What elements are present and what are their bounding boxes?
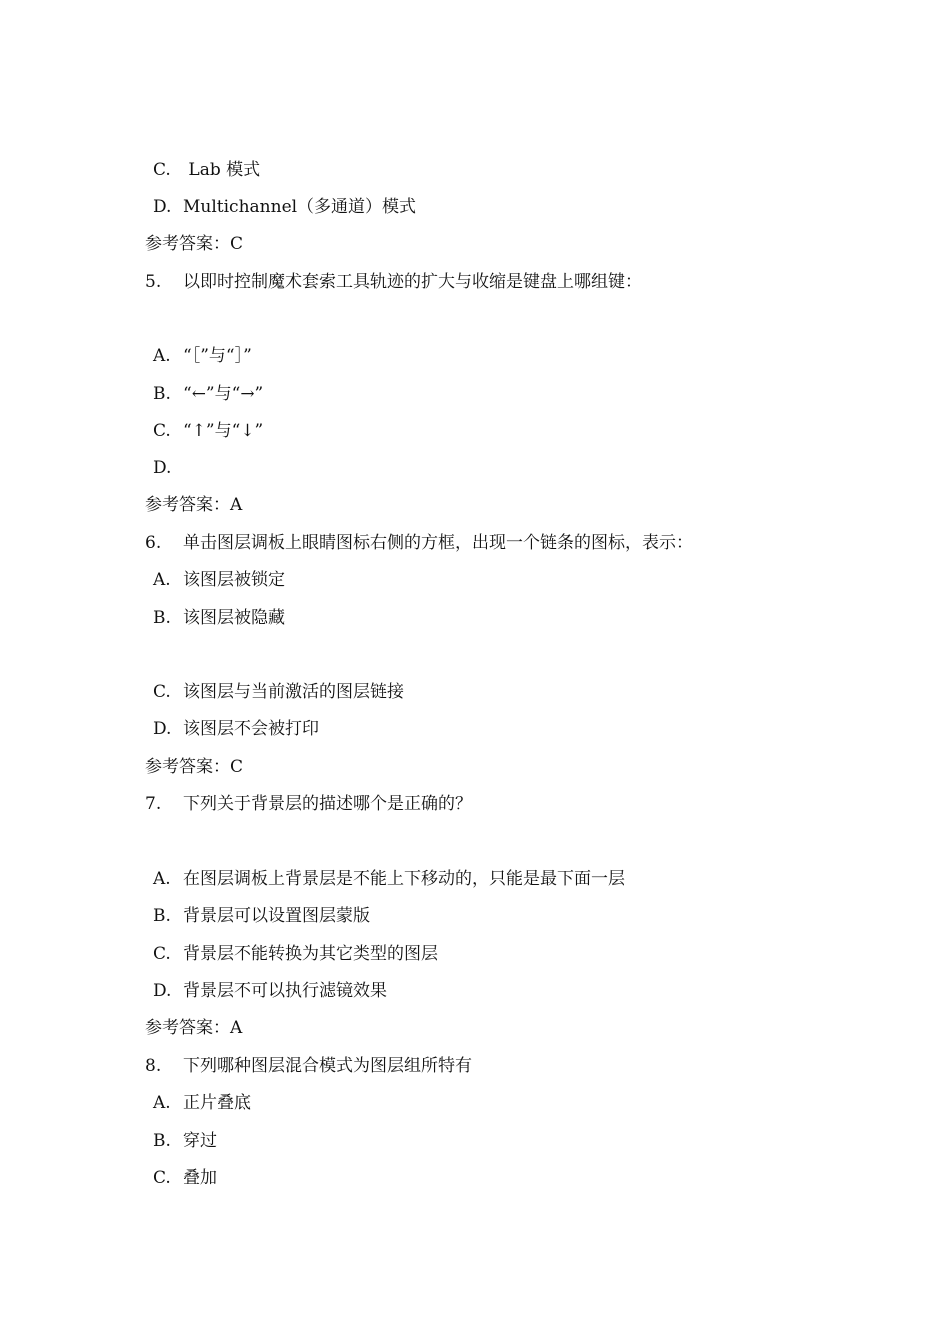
question-number: 7. — [145, 794, 162, 814]
answer-line — [145, 1016, 242, 1040]
option-label: C. — [153, 421, 171, 441]
question-number: 6. — [145, 533, 162, 553]
option-text: 正片叠底 — [183, 1093, 251, 1113]
option-text: 该图层被锁定 — [183, 570, 285, 590]
option-line — [153, 456, 183, 480]
option-label: B. — [153, 1131, 171, 1151]
option-line — [153, 344, 252, 368]
option-text: 背景层不可以执行滤镜效果 — [183, 981, 387, 1001]
answer-line — [145, 232, 243, 256]
option-line — [153, 195, 416, 219]
option-line — [153, 1166, 217, 1190]
question-number: 8. — [145, 1056, 162, 1076]
option-line — [153, 1091, 251, 1115]
option-line — [153, 942, 438, 966]
answer-text: 参考答案：A — [145, 1018, 243, 1038]
option-line — [153, 382, 263, 406]
question-line — [145, 270, 642, 294]
question-line — [145, 1054, 472, 1078]
option-line — [153, 867, 625, 891]
option-text: 该图层与当前激活的图层链接 — [183, 682, 404, 702]
option-label: B. — [153, 906, 171, 926]
option-text: 背景层可以设置图层蒙版 — [183, 906, 370, 926]
option-text: 在图层调板上背景层是不能上下移动的，只能是最下面一层 — [183, 869, 625, 889]
option-text: “↑”与“↓” — [183, 421, 264, 441]
option-label: D. — [153, 719, 172, 739]
question-number: 5. — [145, 272, 162, 292]
option-text: Lab 模式 — [183, 160, 261, 180]
option-label: D. — [153, 197, 172, 217]
option-text: 该图层被隐藏 — [183, 608, 285, 628]
option-text: 穿过 — [183, 1131, 217, 1151]
option-text: “［”与“］” — [183, 346, 252, 366]
option-line — [153, 904, 370, 928]
question-text: 单击图层调板上眼睛图标右侧的方框，出现一个链条的图标，表示： — [183, 533, 693, 553]
option-text: “←”与“→” — [183, 384, 264, 404]
option-label: B. — [153, 608, 171, 628]
option-text: 叠加 — [183, 1168, 217, 1188]
answer-text: 参考答案：C — [145, 234, 244, 254]
option-label: C. — [153, 1168, 171, 1188]
question-line — [145, 792, 472, 816]
option-label: B. — [153, 384, 171, 404]
question-text: 以即时控制魔术套索工具轨迹的扩大与收缩是键盘上哪组键： — [183, 272, 642, 292]
option-label: A. — [153, 346, 171, 366]
option-text: 背景层不能转换为其它类型的图层 — [183, 944, 438, 964]
option-line — [153, 717, 319, 741]
option-line — [153, 979, 387, 1003]
option-line — [153, 606, 285, 630]
question-text: 下列关于背景层的描述哪个是正确的？ — [183, 794, 472, 814]
option-line — [153, 419, 263, 443]
option-line — [153, 680, 404, 704]
question-line — [145, 531, 693, 555]
option-label: A. — [153, 869, 171, 889]
answer-line — [145, 755, 243, 779]
answer-line — [145, 493, 242, 517]
answer-text: 参考答案：A — [145, 495, 243, 515]
option-label: A. — [153, 1093, 171, 1113]
option-label: D. — [153, 981, 172, 1001]
option-label: A. — [153, 570, 171, 590]
option-line — [153, 568, 285, 592]
option-label: C. — [153, 160, 171, 180]
question-text: 下列哪种图层混合模式为图层组所特有 — [183, 1056, 472, 1076]
option-label: C. — [153, 944, 171, 964]
option-label: D. — [153, 458, 172, 478]
option-text: 该图层不会被打印 — [183, 719, 319, 739]
answer-text: 参考答案：C — [145, 757, 244, 777]
option-line — [153, 1129, 217, 1153]
option-label: C. — [153, 682, 171, 702]
option-line — [153, 158, 260, 182]
option-text: Multichannel（多通道）模式 — [183, 197, 417, 217]
